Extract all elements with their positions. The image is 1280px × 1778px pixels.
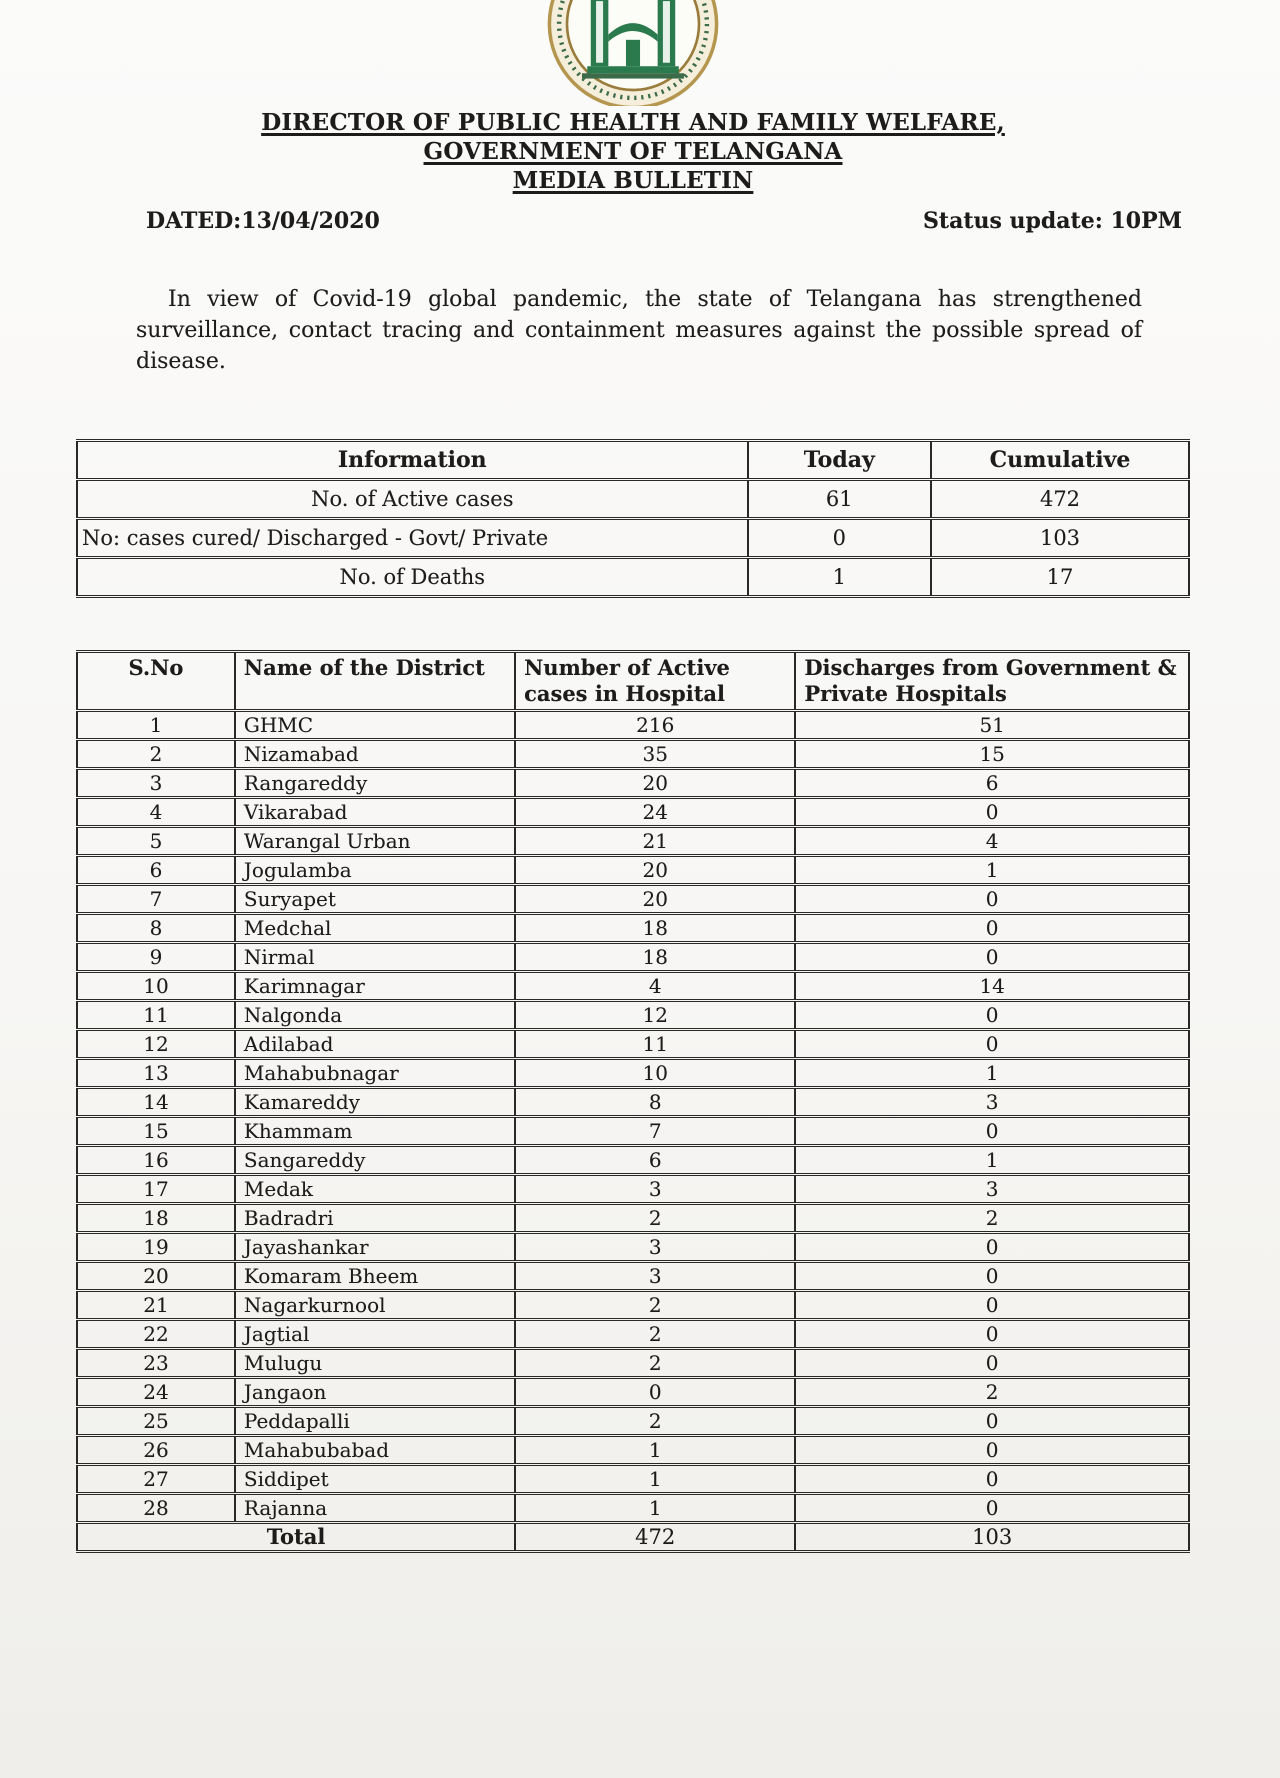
district-discharges-cell: 0 — [795, 1349, 1189, 1378]
district-row — [77, 1233, 1189, 1262]
district-name-cell: GHMC — [235, 711, 515, 740]
district-sno-cell: 21 — [77, 1291, 235, 1320]
district-discharges-cell: 0 — [795, 943, 1189, 972]
district-discharges-cell: 0 — [795, 914, 1189, 943]
district-active-cases-cell: 1 — [515, 1465, 795, 1494]
district-row — [77, 1494, 1189, 1523]
telangana-government-emblem — [76, 0, 1190, 106]
dated-label: DATED:13/04/2020 — [146, 208, 380, 234]
district-discharges-cell: 2 — [795, 1204, 1189, 1233]
district-name-cell: Khammam — [235, 1117, 515, 1146]
district-sno-cell: 26 — [77, 1436, 235, 1465]
district-name-cell: Warangal Urban — [235, 827, 515, 856]
district-sno-cell: 8 — [77, 914, 235, 943]
district-active-cases-cell: 6 — [515, 1146, 795, 1175]
district-discharges-cell: 0 — [795, 1436, 1189, 1465]
summary-cumulative-cell: 472 — [931, 480, 1189, 519]
district-active-cases-cell: 1 — [515, 1494, 795, 1523]
district-sno-cell: 18 — [77, 1204, 235, 1233]
summary-today-cell: 61 — [748, 480, 931, 519]
district-active-cases-cell: 3 — [515, 1262, 795, 1291]
district-name-cell: Mahabubabad — [235, 1436, 515, 1465]
district-active-cases-cell: 2 — [515, 1204, 795, 1233]
district-sno-cell: 3 — [77, 769, 235, 798]
district-row — [77, 914, 1189, 943]
district-discharges-cell: 0 — [795, 1465, 1189, 1494]
district-name-cell: Mulugu — [235, 1349, 515, 1378]
district-active-cases-cell: 4 — [515, 972, 795, 1001]
district-sno-cell: 24 — [77, 1378, 235, 1407]
district-name-cell: Jayashankar — [235, 1233, 515, 1262]
district-sno-cell: 11 — [77, 1001, 235, 1030]
district-active-cases-cell: 35 — [515, 740, 795, 769]
district-row — [77, 1146, 1189, 1175]
district-discharges-cell: 51 — [795, 711, 1189, 740]
district-table — [76, 650, 1190, 1553]
district-discharges-cell: 3 — [795, 1175, 1189, 1204]
total-active-cases: 472 — [515, 1523, 795, 1552]
district-row — [77, 1030, 1189, 1059]
district-name-cell: Komaram Bheem — [235, 1262, 515, 1291]
district-active-cases-cell: 3 — [515, 1175, 795, 1204]
district-name-cell: Kamareddy — [235, 1088, 515, 1117]
district-name-cell: Rajanna — [235, 1494, 515, 1523]
district-name-cell: Peddapalli — [235, 1407, 515, 1436]
district-discharges-cell: 0 — [795, 885, 1189, 914]
district-row — [77, 1436, 1189, 1465]
district-sno-cell: 19 — [77, 1233, 235, 1262]
district-discharges-cell: 0 — [795, 1407, 1189, 1436]
district-discharges-cell: 15 — [795, 740, 1189, 769]
district-name-cell: Nizamabad — [235, 740, 515, 769]
district-active-cases-cell: 20 — [515, 885, 795, 914]
district-sno-cell: 27 — [77, 1465, 235, 1494]
district-active-cases-cell: 21 — [515, 827, 795, 856]
total-discharges: 103 — [795, 1523, 1189, 1552]
district-active-cases-cell: 2 — [515, 1291, 795, 1320]
district-sno-cell: 6 — [77, 856, 235, 885]
summary-table — [76, 439, 1190, 598]
summary-row — [77, 558, 1189, 597]
district-name-cell: Sangareddy — [235, 1146, 515, 1175]
district-discharges-cell: 0 — [795, 798, 1189, 827]
district-name-cell: Nalgonda — [235, 1001, 515, 1030]
district-active-cases-cell: 3 — [515, 1233, 795, 1262]
district-row — [77, 740, 1189, 769]
district-sno-cell: 5 — [77, 827, 235, 856]
district-sno-cell: 2 — [77, 740, 235, 769]
district-sno-cell: 15 — [77, 1117, 235, 1146]
district-name-cell: Jagtial — [235, 1320, 515, 1349]
district-sno-cell: 23 — [77, 1349, 235, 1378]
district-active-cases-cell: 11 — [515, 1030, 795, 1059]
summary-today-cell: 1 — [748, 558, 931, 597]
district-row — [77, 972, 1189, 1001]
column-header-information: Information — [77, 441, 748, 480]
district-discharges-cell: 0 — [795, 1291, 1189, 1320]
district-name-cell: Nagarkurnool — [235, 1291, 515, 1320]
total-row — [77, 1523, 1189, 1552]
district-name-cell: Vikarabad — [235, 798, 515, 827]
column-header-district-name: Name of the District — [235, 652, 515, 711]
district-row — [77, 1465, 1189, 1494]
summary-info-cell: No. of Active cases — [77, 480, 748, 519]
district-sno-cell: 4 — [77, 798, 235, 827]
district-row — [77, 1175, 1189, 1204]
district-sno-cell: 25 — [77, 1407, 235, 1436]
district-active-cases-cell: 2 — [515, 1349, 795, 1378]
date-status-row — [76, 208, 1190, 234]
district-row — [77, 1117, 1189, 1146]
district-row — [77, 798, 1189, 827]
district-sno-cell: 1 — [77, 711, 235, 740]
summary-cumulative-cell: 103 — [931, 519, 1189, 558]
district-name-cell: Mahabubnagar — [235, 1059, 515, 1088]
district-discharges-cell: 6 — [795, 769, 1189, 798]
district-sno-cell: 9 — [77, 943, 235, 972]
title-line-1: DIRECTOR OF PUBLIC HEALTH AND FAMILY WELFARE, — [261, 109, 1005, 136]
district-name-cell: Karimnagar — [235, 972, 515, 1001]
district-active-cases-cell: 2 — [515, 1320, 795, 1349]
district-active-cases-cell: 1 — [515, 1436, 795, 1465]
district-active-cases-cell: 10 — [515, 1059, 795, 1088]
district-row — [77, 1407, 1189, 1436]
district-active-cases-cell: 0 — [515, 1378, 795, 1407]
district-sno-cell: 17 — [77, 1175, 235, 1204]
summary-row — [77, 519, 1189, 558]
district-row — [77, 827, 1189, 856]
district-name-cell: Medchal — [235, 914, 515, 943]
summary-info-cell: No. of Deaths — [77, 558, 748, 597]
district-discharges-cell: 14 — [795, 972, 1189, 1001]
title-line-2: GOVERNMENT OF TELANGANA — [423, 138, 843, 165]
district-name-cell: Badradri — [235, 1204, 515, 1233]
district-active-cases-cell: 18 — [515, 914, 795, 943]
district-row — [77, 856, 1189, 885]
title-line-3: MEDIA BULLETIN — [512, 167, 754, 194]
district-discharges-cell: 3 — [795, 1088, 1189, 1117]
summary-today-cell: 0 — [748, 519, 931, 558]
district-name-cell: Suryapet — [235, 885, 515, 914]
district-row — [77, 1262, 1189, 1291]
district-discharges-cell: 0 — [795, 1117, 1189, 1146]
district-discharges-cell: 0 — [795, 1030, 1189, 1059]
district-row — [77, 1001, 1189, 1030]
summary-row — [77, 480, 1189, 519]
district-name-cell: Adilabad — [235, 1030, 515, 1059]
district-row — [77, 1291, 1189, 1320]
district-sno-cell: 16 — [77, 1146, 235, 1175]
district-name-cell: Nirmal — [235, 943, 515, 972]
district-active-cases-cell: 12 — [515, 1001, 795, 1030]
district-discharges-cell: 0 — [795, 1262, 1189, 1291]
district-row — [77, 711, 1189, 740]
district-discharges-cell: 1 — [795, 856, 1189, 885]
district-row — [77, 1059, 1189, 1088]
district-active-cases-cell: 18 — [515, 943, 795, 972]
district-name-cell: Medak — [235, 1175, 515, 1204]
district-discharges-cell: 4 — [795, 827, 1189, 856]
column-header-discharges: Discharges from Government & Private Hospitals — [795, 652, 1189, 711]
district-row — [77, 769, 1189, 798]
district-discharges-cell: 0 — [795, 1320, 1189, 1349]
district-row — [77, 1320, 1189, 1349]
emblem-seal-icon — [545, 0, 721, 106]
total-label: Total — [77, 1523, 515, 1552]
district-row — [77, 943, 1189, 972]
district-discharges-cell: 0 — [795, 1233, 1189, 1262]
district-discharges-cell: 0 — [795, 1001, 1189, 1030]
district-active-cases-cell: 2 — [515, 1407, 795, 1436]
district-sno-cell: 20 — [77, 1262, 235, 1291]
summary-info-cell: No: cases cured/ Discharged - Govt/ Private — [77, 519, 748, 558]
district-active-cases-cell: 216 — [515, 711, 795, 740]
district-sno-cell: 12 — [77, 1030, 235, 1059]
district-row — [77, 1349, 1189, 1378]
district-header-row — [77, 652, 1189, 711]
district-name-cell: Siddipet — [235, 1465, 515, 1494]
document-title-block — [76, 108, 1190, 195]
district-discharges-cell: 0 — [795, 1494, 1189, 1523]
district-name-cell: Jangaon — [235, 1378, 515, 1407]
district-row — [77, 1204, 1189, 1233]
district-active-cases-cell: 20 — [515, 856, 795, 885]
column-header-today: Today — [748, 441, 931, 480]
district-discharges-cell: 1 — [795, 1059, 1189, 1088]
district-sno-cell: 22 — [77, 1320, 235, 1349]
district-active-cases-cell: 8 — [515, 1088, 795, 1117]
district-sno-cell: 10 — [77, 972, 235, 1001]
district-row — [77, 1088, 1189, 1117]
column-header-active-cases: Number of Active cases in Hospital — [515, 652, 795, 711]
status-update-label: Status update: 10PM — [923, 208, 1182, 234]
district-discharges-cell: 2 — [795, 1378, 1189, 1407]
district-name-cell: Jogulamba — [235, 856, 515, 885]
intro-paragraph: In view of Covid-19 global pandemic, the state of Telangana has strengthened surveillance, contact tracing and containment measures against the possible spread of disease. — [136, 287, 1142, 374]
district-row — [77, 885, 1189, 914]
district-sno-cell: 14 — [77, 1088, 235, 1117]
district-discharges-cell: 1 — [795, 1146, 1189, 1175]
column-header-cumulative: Cumulative — [931, 441, 1189, 480]
district-row — [77, 1378, 1189, 1407]
column-header-sno: S.No — [77, 652, 235, 711]
district-sno-cell: 28 — [77, 1494, 235, 1523]
district-sno-cell: 13 — [77, 1059, 235, 1088]
district-active-cases-cell: 24 — [515, 798, 795, 827]
summary-cumulative-cell: 17 — [931, 558, 1189, 597]
district-active-cases-cell: 7 — [515, 1117, 795, 1146]
summary-header-row — [77, 441, 1189, 480]
district-active-cases-cell: 20 — [515, 769, 795, 798]
district-name-cell: Rangareddy — [235, 769, 515, 798]
district-sno-cell: 7 — [77, 885, 235, 914]
